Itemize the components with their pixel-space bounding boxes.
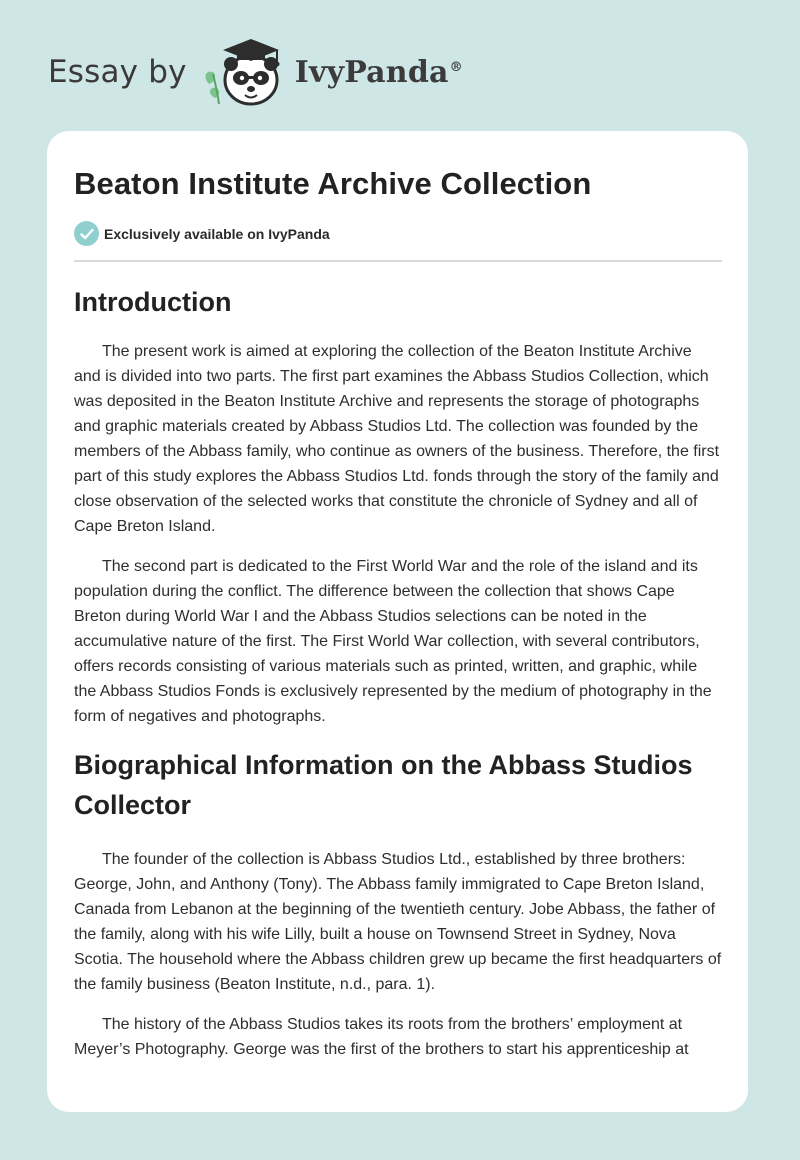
panda-graduate-icon: [201, 34, 293, 110]
exclusive-badge-text: Exclusively available on IvyPanda: [104, 225, 330, 242]
check-icon: [74, 221, 99, 246]
section-introduction: [74, 282, 722, 729]
paragraph: The present work is aimed at exploring the collection of the Beaton Institute Archive and is divided into two parts. The first part examines the Abbass Studios Collection, which was deposited in the Beaton Institute Archive and represents the storage of photographs and graphic materials created by Abbass Studios Ltd. The collection was founded by the members of the Abbass family, who continue as owners of the business. Therefore, the first part of this study explores the Abbass Studios Ltd. fonds through the story of the family and close observation of the selected works that constitute the chronicle of Sydney and all of Cape Breton Island.: [74, 343, 720, 535]
exclusive-badge: [74, 221, 722, 262]
brand-name: IvyPanda®: [294, 54, 463, 90]
section-biographical-information: [74, 745, 722, 1062]
document-title: Beaton Institute Archive Collection: [74, 166, 592, 201]
section-heading: Biographical Information on the Abbass Studios Collector: [74, 750, 693, 820]
brand-header: [48, 34, 463, 110]
section-heading: Introduction: [74, 287, 232, 317]
brand-prefix: Essay by: [48, 54, 187, 90]
paragraph: The founder of the collection is Abbass Studios Ltd., established by three brothers: George, John, and Anthony (Tony). The Abbass family immigrated to Cape Breton Island, Canada from Lebanon at the beginning of the twentieth century. Jobe Abbass, the father of the family, along with his wife Lilly, built a house on Townsend Street in Sydney, Nova Scotia. The household where the Abbass children grew up became the first headquarters of the family business (Beaton Institute, n.d., para. 1).: [74, 851, 722, 993]
document-card: [47, 131, 748, 1112]
registered-mark: ®: [449, 59, 463, 75]
paragraph: The history of the Abbass Studios takes its roots from the brothers’ employment at Meyer’s Photography. George was the first of the brothers to start his apprenticeship at: [74, 1016, 689, 1058]
paragraph: The second part is dedicated to the First World War and the role of the island and its population during the conflict. The difference between the collection that shows Cape Breton during World War I and the Abbass Studios selections can be noted in the accumulative nature of the first. The First World War collection, with several contributors, offers records consisting of various materials such as printed, written, and graphic, while the Abbass Studios Fonds is exclusively represented by the medium of photography in the form of negatives and photographs.: [74, 558, 712, 725]
